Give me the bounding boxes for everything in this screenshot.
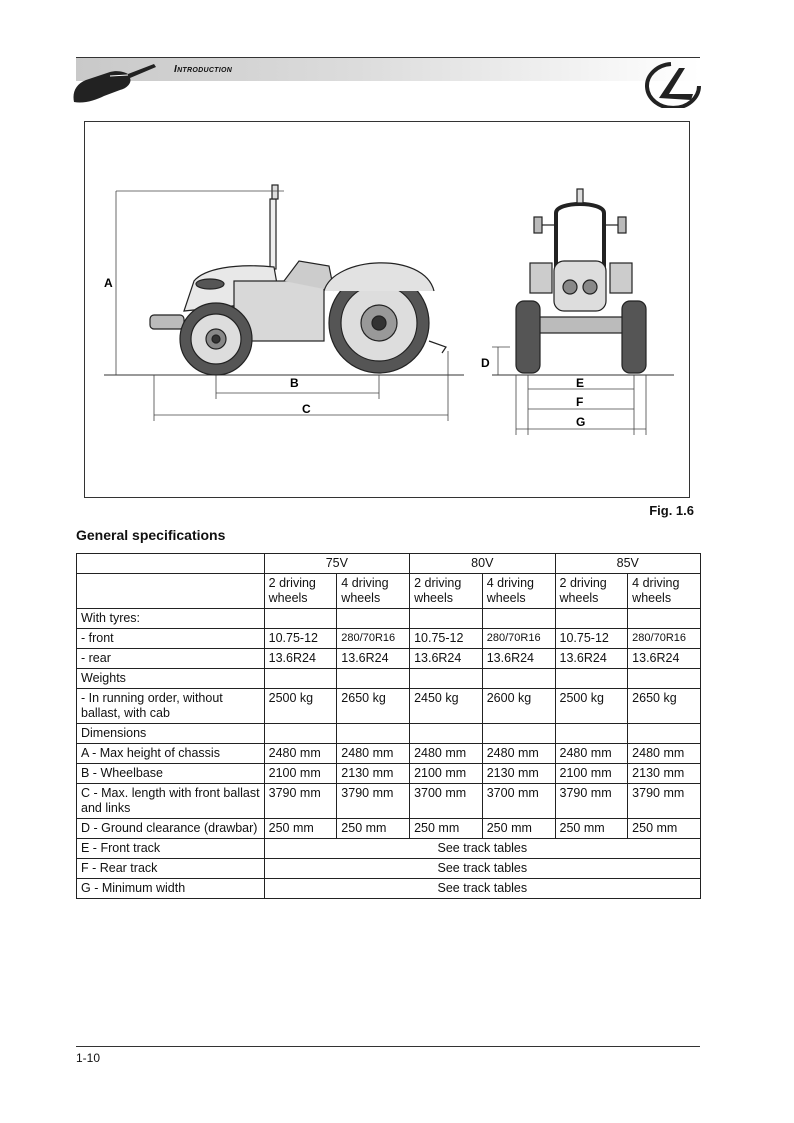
- dimension-label-a: A: [104, 276, 113, 290]
- spec-value-cell: [555, 669, 628, 689]
- spec-value-cell: [337, 724, 410, 744]
- spec-value-cell: 2480 mm: [628, 744, 701, 764]
- spec-value-cell: 2650 kg: [337, 689, 410, 724]
- spec-value-cell: 2500 kg: [555, 689, 628, 724]
- row-label: C - Max. length with front ballast and links: [77, 784, 265, 819]
- spec-value-cell: 2480 mm: [410, 744, 483, 764]
- table-row: [77, 819, 701, 839]
- spec-value-cell: 250 mm: [264, 819, 337, 839]
- spec-value-cell: [482, 669, 555, 689]
- spec-value-cell: 13.6R24: [628, 649, 701, 669]
- header-section-title: Introduction: [174, 64, 233, 75]
- spec-value-cell: 250 mm: [555, 819, 628, 839]
- spec-value-cell: 13.6R24: [555, 649, 628, 669]
- spec-value-cell: [337, 669, 410, 689]
- table-row: [77, 629, 701, 649]
- dimension-label-f: F: [576, 395, 584, 409]
- spec-value-cell: 13.6R24: [264, 649, 337, 669]
- dimension-label-b: B: [290, 376, 299, 390]
- spec-value-cell: 2100 mm: [264, 764, 337, 784]
- table-row: [77, 859, 701, 879]
- spec-value-cell: 10.75-12: [555, 629, 628, 649]
- spec-value-cell: 2100 mm: [555, 764, 628, 784]
- spec-value-cell: 2480 mm: [264, 744, 337, 764]
- footer-rule: [76, 1046, 700, 1047]
- dimension-label-c: C: [302, 402, 311, 416]
- spec-value-cell: 3790 mm: [628, 784, 701, 819]
- row-label: F - Rear track: [77, 859, 265, 879]
- row-label: Weights: [77, 669, 265, 689]
- row-label: E - Front track: [77, 839, 265, 859]
- pointing-hand-icon: [70, 58, 170, 106]
- section-title: General specifications: [76, 527, 226, 543]
- table-row: [77, 839, 701, 859]
- model-header: 80V: [410, 554, 555, 574]
- row-label: B - Wheelbase: [77, 764, 265, 784]
- spec-value-cell: 280/70R16: [482, 629, 555, 649]
- drive-subheader: 4 driving wheels: [337, 574, 410, 609]
- spec-value-cell: [410, 609, 483, 629]
- spec-value-cell: 280/70R16: [337, 629, 410, 649]
- drive-subheader: 4 driving wheels: [482, 574, 555, 609]
- spec-value-cell: 10.75-12: [410, 629, 483, 649]
- table-header-row: [77, 554, 701, 574]
- table-row: [77, 784, 701, 819]
- spec-value-cell: 3700 mm: [410, 784, 483, 819]
- table-corner-cell: [77, 554, 265, 574]
- spec-value-cell: 10.75-12: [264, 629, 337, 649]
- merged-value-cell: See track tables: [264, 879, 700, 899]
- row-label: - In running order, without ballast, with cab: [77, 689, 265, 724]
- spec-value-cell: 2650 kg: [628, 689, 701, 724]
- spec-value-cell: [410, 724, 483, 744]
- tractor-side-view: [150, 185, 446, 375]
- spec-value-cell: 2130 mm: [482, 764, 555, 784]
- table-row: [77, 879, 701, 899]
- drive-subheader: 2 driving wheels: [410, 574, 483, 609]
- tractor-front-view: [516, 189, 646, 373]
- spec-value-cell: [555, 724, 628, 744]
- table-row: [77, 764, 701, 784]
- spec-value-cell: 3790 mm: [555, 784, 628, 819]
- spec-value-cell: 250 mm: [337, 819, 410, 839]
- spec-value-cell: [337, 609, 410, 629]
- table-corner-cell: [77, 574, 265, 609]
- row-label: - rear: [77, 649, 265, 669]
- table-subheader-row: [77, 574, 701, 609]
- spec-value-cell: 250 mm: [482, 819, 555, 839]
- row-label: A - Max height of chassis: [77, 744, 265, 764]
- merged-value-cell: See track tables: [264, 859, 700, 879]
- spec-value-cell: 2100 mm: [410, 764, 483, 784]
- dimension-label-d: D: [481, 356, 490, 370]
- spec-value-cell: 2130 mm: [337, 764, 410, 784]
- spec-value-cell: 280/70R16: [628, 629, 701, 649]
- drive-subheader: 4 driving wheels: [628, 574, 701, 609]
- spec-value-cell: 2500 kg: [264, 689, 337, 724]
- row-label: D - Ground clearance (drawbar): [77, 819, 265, 839]
- dimension-label-e: E: [576, 376, 585, 390]
- table-row: [77, 724, 701, 744]
- spec-value-cell: [410, 669, 483, 689]
- row-label: G - Minimum width: [77, 879, 265, 899]
- row-label: With tyres:: [77, 609, 265, 629]
- spec-value-cell: 13.6R24: [482, 649, 555, 669]
- spec-value-cell: 2480 mm: [337, 744, 410, 764]
- spec-value-cell: [628, 669, 701, 689]
- row-label: Dimensions: [77, 724, 265, 744]
- drive-subheader: 2 driving wheels: [264, 574, 337, 609]
- spec-value-cell: 2480 mm: [555, 744, 628, 764]
- spec-value-cell: 250 mm: [410, 819, 483, 839]
- table-row: [77, 669, 701, 689]
- spec-value-cell: [628, 724, 701, 744]
- tractor-dimension-diagram: [84, 121, 690, 498]
- spec-value-cell: 2600 kg: [482, 689, 555, 724]
- spec-value-cell: [628, 609, 701, 629]
- dimension-label-g: G: [576, 415, 586, 429]
- table-row: [77, 649, 701, 669]
- table-row: [77, 609, 701, 629]
- table-row: [77, 744, 701, 764]
- spec-value-cell: 2450 kg: [410, 689, 483, 724]
- spec-value-cell: 3790 mm: [264, 784, 337, 819]
- spec-value-cell: [264, 609, 337, 629]
- table-row: [77, 689, 701, 724]
- spec-value-cell: 13.6R24: [410, 649, 483, 669]
- spec-value-cell: 3700 mm: [482, 784, 555, 819]
- spec-value-cell: 13.6R24: [337, 649, 410, 669]
- model-header: 85V: [555, 554, 700, 574]
- drive-subheader: 2 driving wheels: [555, 574, 628, 609]
- spec-value-cell: 250 mm: [628, 819, 701, 839]
- spec-value-cell: 3790 mm: [337, 784, 410, 819]
- row-label: - front: [77, 629, 265, 649]
- model-header: 75V: [264, 554, 409, 574]
- specifications-table: [76, 553, 701, 899]
- spec-value-cell: 2130 mm: [628, 764, 701, 784]
- spec-value-cell: [482, 609, 555, 629]
- spec-value-cell: [264, 724, 337, 744]
- spec-value-cell: 2480 mm: [482, 744, 555, 764]
- figure-caption: Fig. 1.6: [649, 503, 694, 518]
- brand-logo-icon: [641, 60, 701, 108]
- spec-value-cell: [482, 724, 555, 744]
- merged-value-cell: See track tables: [264, 839, 700, 859]
- spec-value-cell: [264, 669, 337, 689]
- spec-value-cell: [555, 609, 628, 629]
- page-number: 1-10: [76, 1051, 101, 1065]
